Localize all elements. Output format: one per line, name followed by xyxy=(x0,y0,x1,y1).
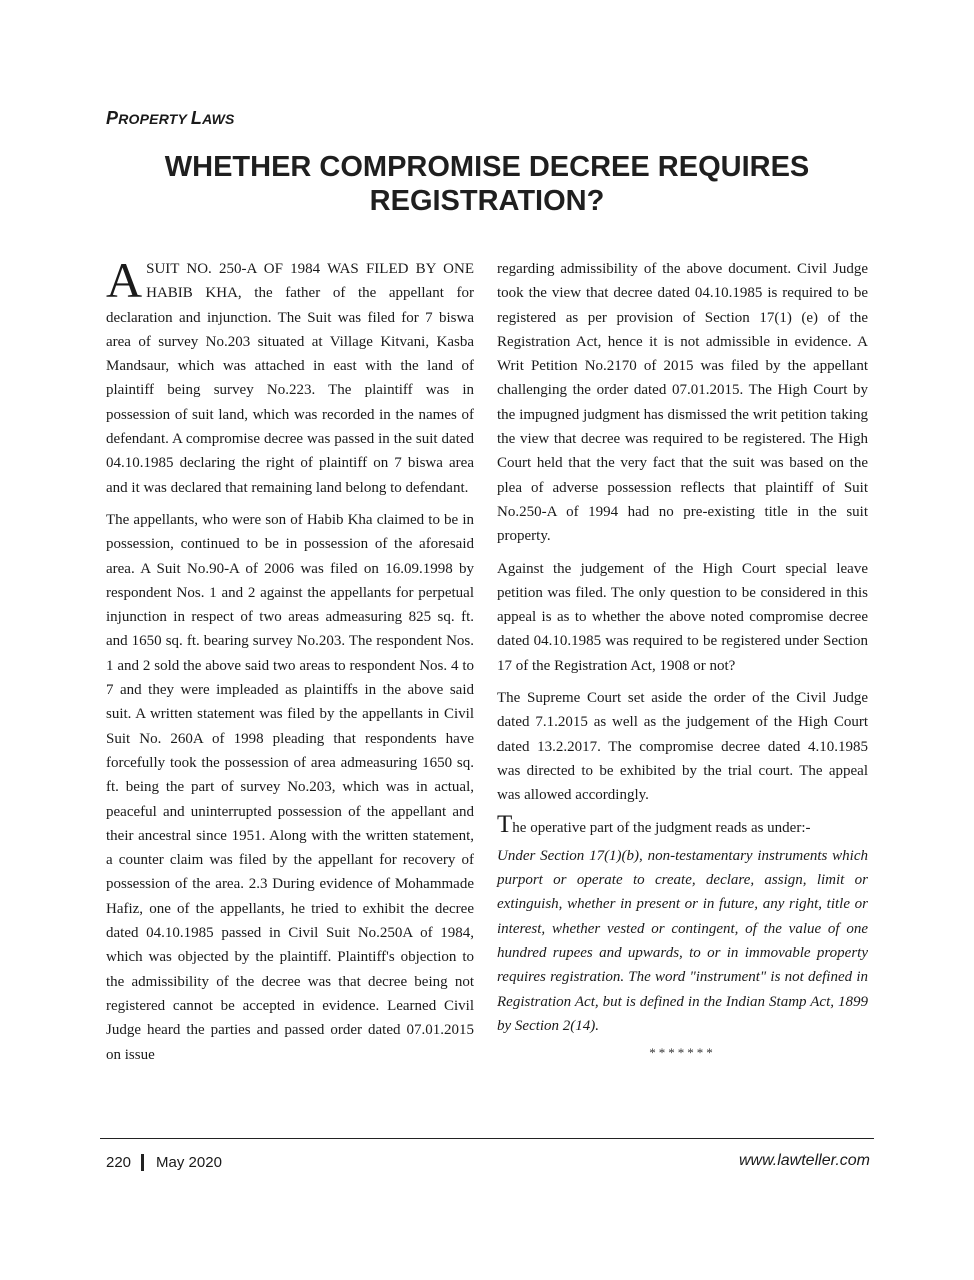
page-number: 220 xyxy=(106,1153,132,1171)
footer-separator xyxy=(141,1154,144,1171)
section-label xyxy=(106,108,235,129)
right-paragraph-3: The Supreme Court set aside the order of the Civil Judge dated 7.1.2015 as well as the judgement of the High Court dated 13.2.2017. The compromise decree dated 4.10.1985 was directed to be exhibited by the trial court. The appeal was allowed accordingly. xyxy=(497,690,868,804)
issue-date: May 2020 xyxy=(156,1153,222,1171)
end-mark: ******* xyxy=(649,1045,716,1061)
left-column xyxy=(106,252,474,1075)
section-label-initial-l: L xyxy=(190,108,203,128)
section-label-initial-p: P xyxy=(106,108,119,128)
drop-cap: A xyxy=(106,252,143,308)
paragraph-initial: T xyxy=(497,810,513,838)
article-title xyxy=(100,150,874,218)
footer-divider xyxy=(100,1138,874,1139)
footer-left xyxy=(106,1152,222,1172)
right-paragraph-2: Against the judgement of the High Court special leave petition was filed. The only question to be considered in this appeal is as to whether the above noted compromise decree dated 04.10.1985 was required to be registered under Section 17 of the Registration Act, 1908 or not? xyxy=(497,560,868,674)
opening-caps: SUIT NO. 250-A OF 1984 WAS FILED BY ONE HABIB KHA, xyxy=(146,261,474,302)
right-paragraph-4 xyxy=(497,810,868,840)
opening-text: the father of the appellant for declaration and injunction. The Suit was filed for 7 biswa area of survey No.203 situated at Village Kitvani, Kasba Mandsaur, which was attached in east with the land of plaintiff being survey No.223. The plaintiff was in possession of suit land, which was recorded in the names of defendant. A compromise decree was passed in the suit dated 04.10.1985 declaring the right of plaintiff on 7 biswa area and it was declared that remaining land belong to defendant. xyxy=(106,285,474,496)
quoted-judgment: Under Section 17(1)(b), non-testamentary instruments which purport or operate to create, declare, assign, limit or extinguish, whether in present or in future, any right, title or interest, whether vested or contingent, of the value of one hundred rupees and upwards, to or in immovable property requires registration. The word "instrument" is not defined in Registration Act, but is defined in the Indian Stamp Act, 1899 by Section 2(14). xyxy=(497,847,868,1034)
paragraph-text: he operative part of the judgment reads as under:- xyxy=(512,819,811,836)
right-column xyxy=(497,257,868,1062)
right-paragraph-1: regarding admissibility of the above document. Civil Judge took the view that decree dated 04.10.1985 is required to be registered as per provision of Section 17(1) (e) of the Registration Act, hence it is not admissible in evidence. A Writ Petition No.2170 of 2015 was filed by the appellant challenging the order dated 07.01.2015. The High Court by the impugned judgment has dismissed the writ petition taking the view that decree was required to be registered. The High Court held that the very fact that the suit was based on the plea of adverse possession reflects that plaintiff of Suit No.250-A of 1994 had no pre-existing title in the suit property. xyxy=(497,261,868,545)
left-paragraph-1 xyxy=(106,252,474,500)
section-label-rest-l: AWS xyxy=(202,111,235,127)
section-label-rest-p: ROPERTY xyxy=(118,111,187,127)
title-line-1: WHETHER COMPROMISE DECREE REQUIRES xyxy=(164,151,810,183)
title-line-2: REGISTRATION? xyxy=(369,185,605,217)
website-link[interactable]: www.lawteller.com xyxy=(739,1152,870,1169)
left-paragraph-2: The appellants, who were son of Habib Kha claimed to be in possession, continued to be in possession of the aforesaid area. A Suit No.90-A of 2006 was filed on 16.09.1998 by respondent Nos. 1 and 2 against the appellants for perpetual injunction in respect of two areas admeasuring 825 sq. ft. and 1650 sq. ft. bearing survey No.203. The respondent Nos. 1 and 2 sold the above said two areas to respondent Nos. 4 to 7 and they were impleaded as plaintiffs in the above said suit. A written statement was filed by the appellants in Civil Suit No. 260A of 1998 pleading that respondents have forcefully took the possession of area admeasuring 1650 sq. ft. being the part of survey No.203, which was in actual, peaceful and uninterrupted possession of the appellant and their ancestral since 1951. Along with the written statement, a counter claim was filed by the appellant for recovery of possession of the area. 2.3 During evidence of Mohammade Hafiz, one of the appellants, he tried to exhibit the decree dated 04.10.1985 passed in Civil Suit No.250A of 1984, which was objected by the plaintiff. Plaintiff's objection to the admissibility of the decree was that decree being not registered cannot be accepted in evidence. Learned Civil Judge heard the parties and passed order dated 07.01.2015 on issue xyxy=(106,511,474,1063)
